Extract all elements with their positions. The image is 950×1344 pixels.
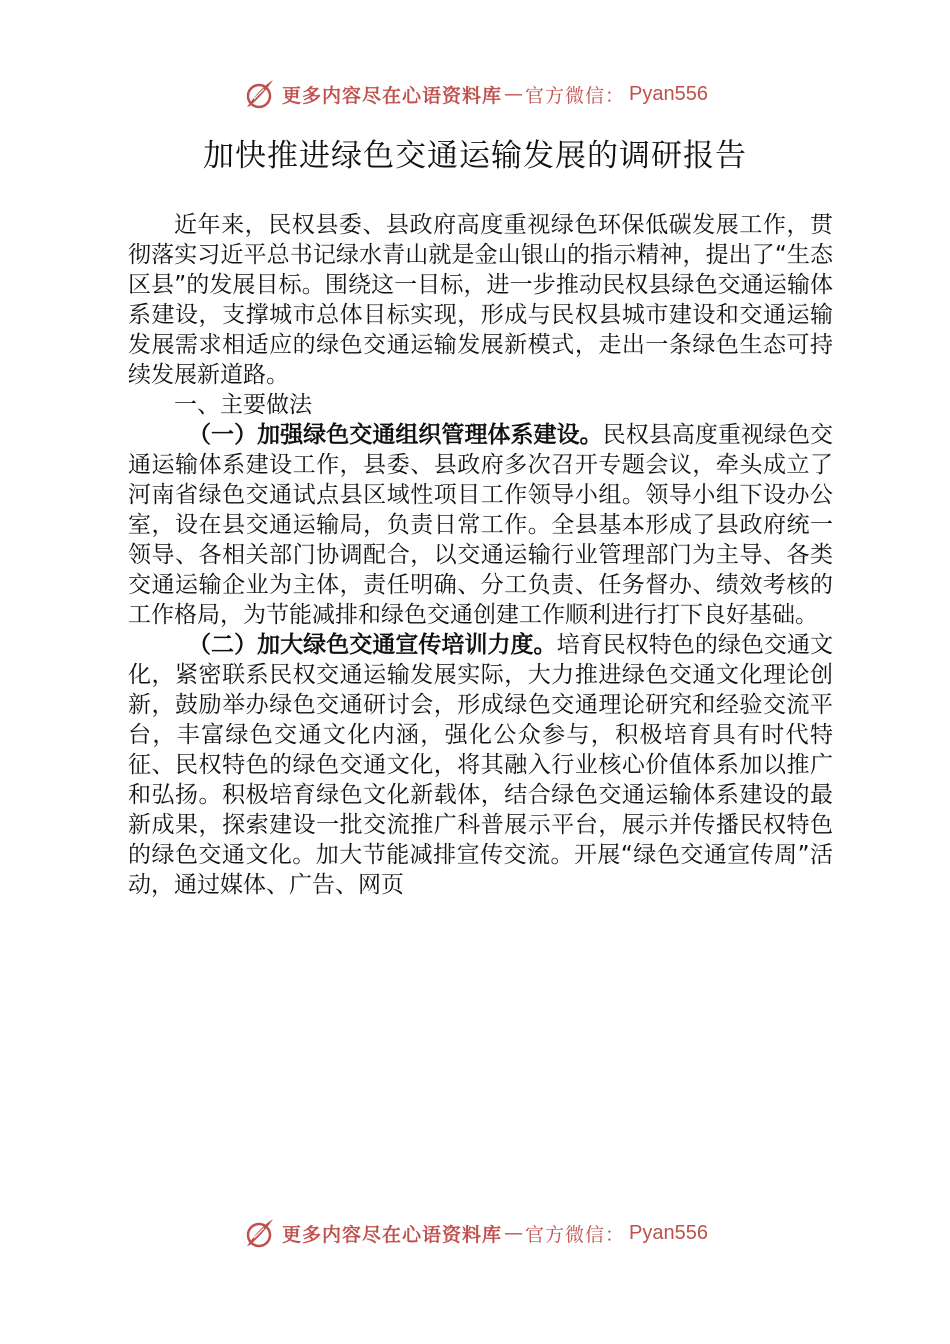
watermark-wechat-id: Pyan556	[629, 1221, 708, 1244]
quill-pen-seal-icon	[242, 77, 276, 111]
watermark-header	[0, 74, 950, 114]
item-paragraph-1	[128, 420, 833, 630]
item-heading-1: （一）加强绿色交通组织管理体系建设。	[188, 422, 603, 448]
watermark-label: 官方微信：	[525, 84, 626, 107]
quill-pen-seal-icon	[242, 1216, 276, 1250]
watermark-wechat-id: Pyan556	[629, 82, 708, 105]
watermark-main-text: 更多内容尽在心语资料库	[282, 84, 503, 107]
intro-paragraph: 近年来，民权县委、县政府高度重视绿色环保低碳发展工作，贯彻落实习近平总书记绿水青山就是金山银山的指示精神，提出了“生态区县”的发展目标。围绕这一目标，进一步推动民权县绿色交通运输体系建设，支撑城市总体目标实现，形成与民权县城市建设和交通运输发展需求相适应的绿色交通运输发展新模式，走出一条绿色生态可持续发展新道路。	[128, 212, 833, 388]
watermark-separator: —	[504, 1222, 524, 1244]
item-paragraph-2	[128, 630, 833, 900]
item-text-2: 培育民权特色的绿色交通文化，紧密联系民权交通运输发展实际，大力推进绿色交通文化理论创新，鼓励举办绿色交通研讨会，形成绿色交通理论研究和经验交流平台，丰富绿色交通文化内涵，强化公众参与，积极培育具有时代特征、民权特色的绿色交通文化，将其融入行业核心价值体系加以推广和弘扬。积极培育绿色文化新载体，结合绿色交通运输体系建设的最新成果，探索建设一批交流推广科普展示平台，展示并传播民权特色的绿色交通文化。加大节能减排宣传交流。开展“绿色交通宣传周”活动，通过媒体、广告、网页	[128, 632, 834, 898]
document-body	[128, 210, 833, 900]
document-title: 加快推进绿色交通运输发展的调研报告	[203, 138, 747, 174]
item-heading-2: （二）加大绿色交通宣传培训力度。	[188, 632, 557, 658]
section-heading: 一、主要做法	[174, 392, 312, 418]
watermark-label: 官方微信：	[525, 1223, 626, 1246]
watermark-separator: —	[504, 83, 524, 105]
watermark-main-text: 更多内容尽在心语资料库	[282, 1223, 503, 1246]
watermark-footer	[0, 1213, 950, 1253]
item-text-1: 民权县高度重视绿色交通运输体系建设工作，县委、县政府多次召开专题会议，牵头成立了河南省绿色交通试点县区域性项目工作领导小组。领导小组下设办公室，设在县交通运输局，负责日常工作。全县基本形成了县政府统一领导、各相关部门协调配合，以交通运输行业管理部门为主导、各类交通运输企业为主体，责任明确、分工负责、任务督办、绩效考核的工作格局，为节能减排和绿色交通创建工作顺利进行打下良好基础。	[128, 422, 834, 628]
